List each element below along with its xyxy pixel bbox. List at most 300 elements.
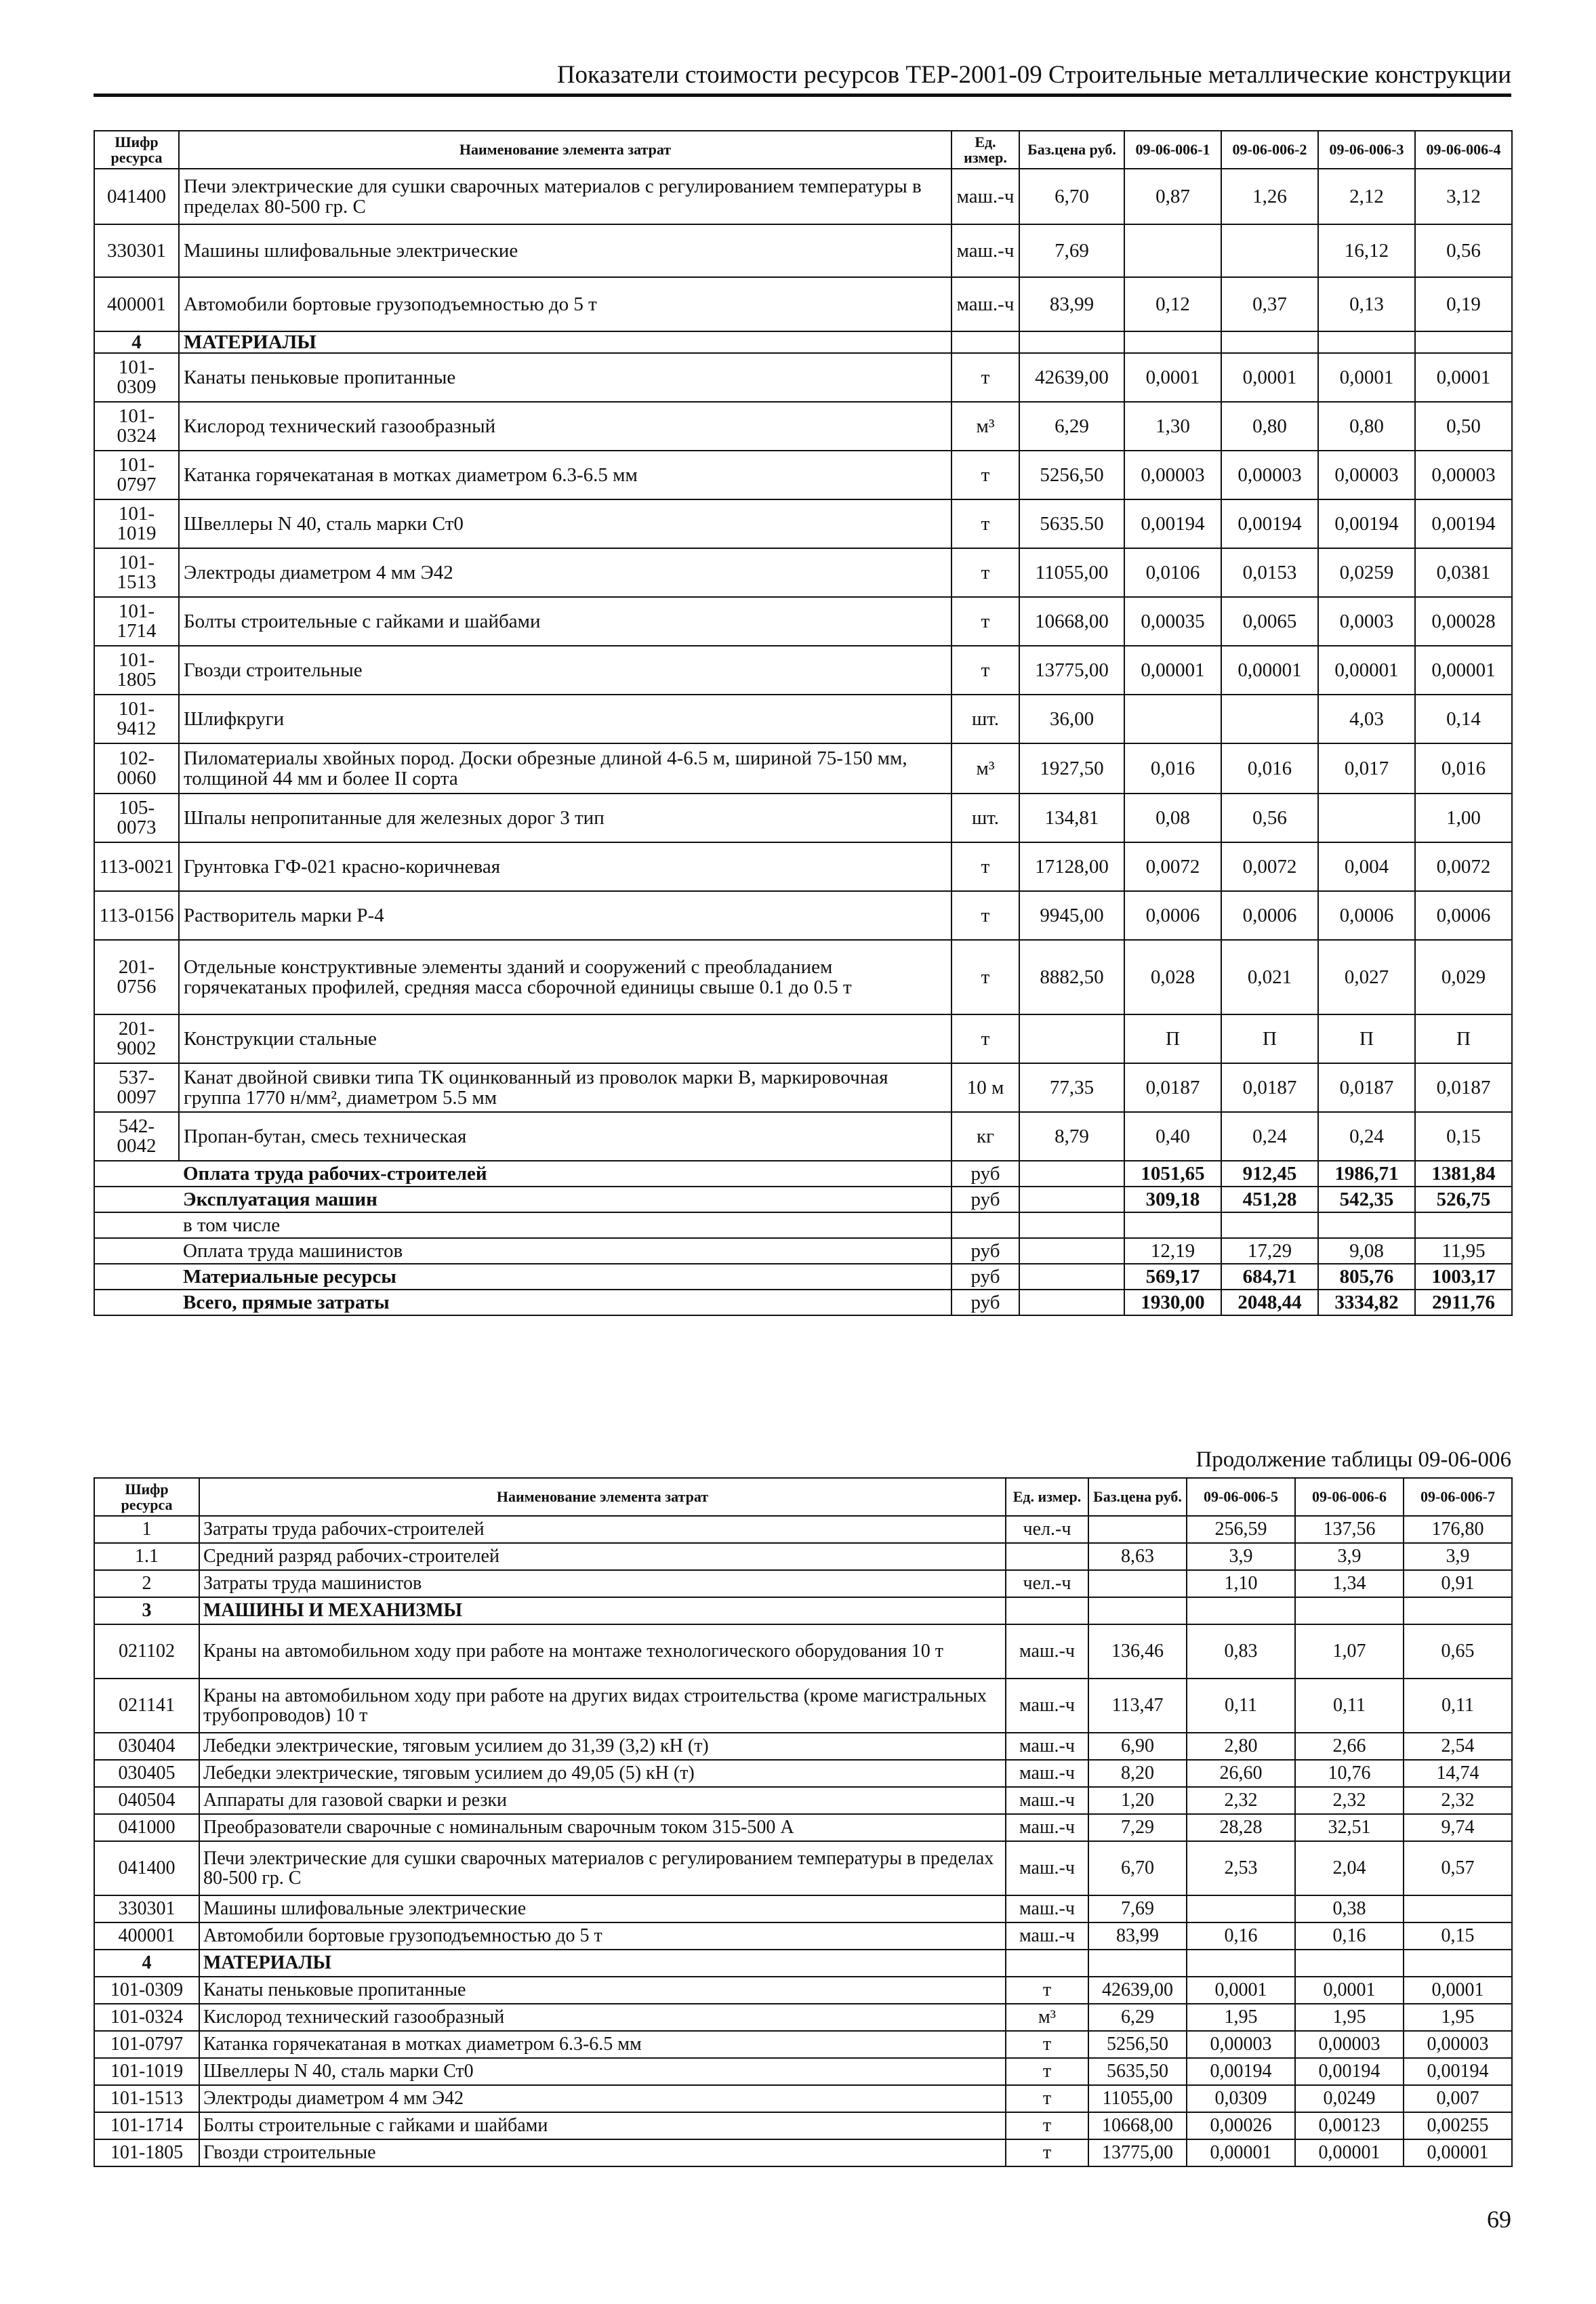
total-value: 12,19 — [1124, 1238, 1221, 1264]
resource-code: 4 — [94, 331, 179, 353]
resource-code: 101-0797 — [94, 451, 179, 499]
norm-value: 14,74 — [1404, 1760, 1512, 1787]
table2-section-row — [94, 1950, 1512, 1977]
table2-row — [94, 2004, 1512, 2031]
table2-row — [94, 2085, 1512, 2112]
base-price: 7,29 — [1088, 1814, 1187, 1841]
table2-header-col6: 09-06-006-6 — [1295, 1478, 1404, 1516]
unit: кг — [952, 1112, 1019, 1161]
resource-name: Грунтовка ГФ-021 красно-коричневая — [179, 842, 952, 891]
table-continuation-label: Продолжение таблицы 09-06-006 — [1195, 1447, 1511, 1472]
resource-code: 113-0021 — [94, 842, 179, 891]
norm-value: 0,00194 — [1187, 2058, 1295, 2085]
norm-value: 0,0249 — [1295, 2085, 1404, 2112]
norm-value: 0,0001 — [1404, 1977, 1512, 2004]
resource-code: 101-1019 — [94, 2058, 199, 2085]
unit: 10 м — [952, 1063, 1019, 1112]
total-label: Материальные ресурсы — [179, 1264, 952, 1290]
table1-row — [94, 224, 1512, 277]
resource-name: Затраты труда рабочих-строителей — [199, 1516, 1006, 1543]
table2-header-unit: Ед. измер. — [1006, 1478, 1088, 1516]
norm-value: 0,016 — [1124, 743, 1221, 794]
base-price: 11055,00 — [1019, 548, 1124, 597]
total-value: 542,35 — [1318, 1187, 1415, 1212]
total-unit: руб — [952, 1264, 1019, 1290]
resource-name: Канат двойной свивки типа ТК оцинкованный из проволок марки В, маркировочная группа 1770 н/мм², диаметром 5.5 мм — [179, 1063, 952, 1112]
norm-value: 0,007 — [1404, 2085, 1512, 2112]
norm-value — [1124, 331, 1221, 353]
norm-value: 0,50 — [1415, 402, 1512, 451]
resource-name: Катанка горячекатаная в мотках диаметром 6.3-6.5 мм — [199, 2031, 1006, 2058]
unit: т — [1006, 2031, 1088, 2058]
unit: м³ — [1006, 2004, 1088, 2031]
table1-row — [94, 794, 1512, 842]
norm-value: 137,56 — [1295, 1516, 1404, 1543]
total-value: 9,08 — [1318, 1238, 1415, 1264]
norm-value — [1404, 1895, 1512, 1922]
unit: т — [1006, 2139, 1088, 2166]
resource-code: 101-0324 — [94, 402, 179, 451]
resource-name: Краны на автомобильном ходу при работе на других видах строительства (кроме магистральных трубопроводов) 10 т — [199, 1679, 1006, 1733]
base-price: 10668,00 — [1019, 597, 1124, 646]
resource-code: 201-9002 — [94, 1014, 179, 1063]
norm-value: 1,95 — [1187, 2004, 1295, 2031]
norm-value: 0,16 — [1187, 1922, 1295, 1950]
table2-row — [94, 1922, 1512, 1950]
norm-value: 0,017 — [1318, 743, 1415, 794]
norm-value: 0,0106 — [1124, 548, 1221, 597]
norm-value: 0,65 — [1404, 1624, 1512, 1679]
total-value — [1318, 1212, 1415, 1238]
resource-name: Лебедки электрические, тяговым усилием до 49,05 (5) кН (т) — [199, 1760, 1006, 1787]
norm-value: 0,0006 — [1415, 891, 1512, 940]
table1-total-row — [94, 1212, 1512, 1238]
norm-value: 0,0072 — [1221, 842, 1318, 891]
total-label: Оплата труда рабочих-строителей — [179, 1161, 952, 1187]
total-unit: руб — [952, 1161, 1019, 1187]
table1-header-col1: 09-06-006-1 — [1124, 131, 1221, 169]
resource-code: 400001 — [94, 277, 179, 331]
norm-value: 0,00003 — [1295, 2031, 1404, 2058]
table1-header-col3: 09-06-006-3 — [1318, 131, 1415, 169]
resource-code: 030404 — [94, 1733, 199, 1760]
norm-value: 0,24 — [1221, 1112, 1318, 1161]
total-spacer — [94, 1161, 179, 1187]
norm-value: 0,0006 — [1318, 891, 1415, 940]
unit: маш.-ч — [952, 169, 1019, 224]
base-price: 6,29 — [1088, 2004, 1187, 2031]
resource-name: Лебедки электрические, тяговым усилием до 31,39 (3,2) кН (т) — [199, 1733, 1006, 1760]
table2-row — [94, 1733, 1512, 1760]
table2-row — [94, 1760, 1512, 1787]
table1-row — [94, 402, 1512, 451]
resource-name: Болты строительные с гайками и шайбами — [199, 2112, 1006, 2139]
total-value: 1003,17 — [1415, 1264, 1512, 1290]
norm-value: 0,00001 — [1404, 2139, 1512, 2166]
unit: т — [952, 940, 1019, 1014]
resource-code: 101-1019 — [94, 499, 179, 548]
norm-value: 256,59 — [1187, 1516, 1295, 1543]
base-price: 5635,50 — [1088, 2058, 1187, 2085]
resource-code: 102-0060 — [94, 743, 179, 794]
norm-value: 0,00194 — [1221, 499, 1318, 548]
table1-header-code: Шифр ресурса — [94, 131, 179, 169]
unit: т — [1006, 2085, 1088, 2112]
resource-code: 101-1714 — [94, 597, 179, 646]
table1-row — [94, 169, 1512, 224]
total-spacer — [94, 1290, 179, 1315]
table1-header-row — [94, 131, 1512, 169]
resource-code: 101-0309 — [94, 1977, 199, 2004]
norm-value: 0,0259 — [1318, 548, 1415, 597]
total-value — [1415, 1212, 1512, 1238]
unit: маш.-ч — [952, 224, 1019, 277]
norm-value: 1,30 — [1124, 402, 1221, 451]
norm-value: 2,04 — [1295, 1841, 1404, 1895]
norm-value: 0,0006 — [1124, 891, 1221, 940]
unit: т — [952, 842, 1019, 891]
unit: т — [952, 548, 1019, 597]
base-price: 5256,50 — [1019, 451, 1124, 499]
unit: м³ — [952, 743, 1019, 794]
norm-value: 0,0381 — [1415, 548, 1512, 597]
table2-row — [94, 2112, 1512, 2139]
resource-code: 542-0042 — [94, 1112, 179, 1161]
norm-value: 0,00001 — [1124, 646, 1221, 695]
total-value: 1986,71 — [1318, 1161, 1415, 1187]
norm-value — [1221, 331, 1318, 353]
norm-value: 0,00001 — [1318, 646, 1415, 695]
norm-value: 1,00 — [1415, 794, 1512, 842]
unit: т — [1006, 2058, 1088, 2085]
unit: т — [952, 597, 1019, 646]
norm-value: 2,54 — [1404, 1733, 1512, 1760]
base-price: 136,46 — [1088, 1624, 1187, 1679]
norm-value: 0,00003 — [1187, 2031, 1295, 2058]
resource-name: Отдельные конструктивные элементы зданий и сооружений с преобладанием горячекатаных профилей, средняя масса сборочной единицы свыше 0.1 до 0.5 т — [179, 940, 952, 1014]
norm-value: 0,91 — [1404, 1570, 1512, 1597]
norm-value: 0,0003 — [1318, 597, 1415, 646]
table1-row — [94, 1014, 1512, 1063]
norm-value: 2,66 — [1295, 1733, 1404, 1760]
table2-row — [94, 1977, 1512, 2004]
resource-name: Пиломатериалы хвойных пород. Доски обрезные длиной 4-6.5 м, шириной 75-150 мм, толщиной 44 мм и более II сорта — [179, 743, 952, 794]
norm-value: 0,15 — [1404, 1922, 1512, 1950]
norm-value: 0,016 — [1221, 743, 1318, 794]
resource-name: Пропан-бутан, смесь техническая — [179, 1112, 952, 1161]
base-price: 8,79 — [1019, 1112, 1124, 1161]
table1-total-row — [94, 1238, 1512, 1264]
base-price: 11055,00 — [1088, 2085, 1187, 2112]
resource-name: Кислород технический газообразный — [199, 2004, 1006, 2031]
norm-value: 0,38 — [1295, 1895, 1404, 1922]
table1-row — [94, 1112, 1512, 1161]
norm-value: 0,00001 — [1221, 646, 1318, 695]
total-price-blank — [1019, 1290, 1124, 1315]
norm-value: 0,12 — [1124, 277, 1221, 331]
total-value: 569,17 — [1124, 1264, 1221, 1290]
base-price: 7,69 — [1088, 1895, 1187, 1922]
total-value: 684,71 — [1221, 1264, 1318, 1290]
table1-row — [94, 353, 1512, 402]
resource-name: Катанка горячекатаная в мотках диаметром 6.3-6.5 мм — [179, 451, 952, 499]
norm-value: 0,87 — [1124, 169, 1221, 224]
resource-name: Кислород технический газообразный — [179, 402, 952, 451]
resource-code: 400001 — [94, 1922, 199, 1950]
norm-value: 0,00003 — [1221, 451, 1318, 499]
norm-value: 3,9 — [1187, 1543, 1295, 1570]
base-price — [1088, 1950, 1187, 1977]
resource-code: 021102 — [94, 1624, 199, 1679]
base-price: 10668,00 — [1088, 2112, 1187, 2139]
norm-value: 0,80 — [1221, 402, 1318, 451]
norm-value: 0,80 — [1318, 402, 1415, 451]
total-label: Всего, прямые затраты — [179, 1290, 952, 1315]
total-value: 1381,84 — [1415, 1161, 1512, 1187]
total-value: 451,28 — [1221, 1187, 1318, 1212]
base-price: 134,81 — [1019, 794, 1124, 842]
resource-code: 3 — [94, 1597, 199, 1624]
table1-header-price: Баз.цена руб. — [1019, 131, 1124, 169]
norm-value: 32,51 — [1295, 1814, 1404, 1841]
resource-cost-table-2 — [94, 1477, 1513, 2167]
norm-value: 1,10 — [1187, 1570, 1295, 1597]
total-unit: руб — [952, 1238, 1019, 1264]
resource-name: Краны на автомобильном ходу при работе на монтаже технологического оборудования 10 т — [199, 1624, 1006, 1679]
table2-header-code: Шифр ресурса — [94, 1478, 199, 1516]
norm-value — [1187, 1597, 1295, 1624]
base-price: 6,70 — [1019, 169, 1124, 224]
header-rule — [94, 94, 1511, 97]
norm-value: 0,57 — [1404, 1841, 1512, 1895]
norm-value: 0,00028 — [1415, 597, 1512, 646]
norm-value — [1187, 1895, 1295, 1922]
norm-value: 0,00194 — [1404, 2058, 1512, 2085]
unit: т — [952, 646, 1019, 695]
table1-row — [94, 646, 1512, 695]
table2-row — [94, 1814, 1512, 1841]
base-price — [1088, 1516, 1187, 1543]
norm-value: 3,9 — [1404, 1543, 1512, 1570]
table1-total-row — [94, 1187, 1512, 1212]
unit — [1006, 1597, 1088, 1624]
norm-value: 9,74 — [1404, 1814, 1512, 1841]
table1-total-row — [94, 1290, 1512, 1315]
resource-name: Шлифкруги — [179, 695, 952, 743]
norm-value — [1124, 224, 1221, 277]
resource-name: Средний разряд рабочих-строителей — [199, 1543, 1006, 1570]
table2-header-col7: 09-06-006-7 — [1404, 1478, 1512, 1516]
norm-value — [1404, 1950, 1512, 1977]
norm-value: 1,95 — [1404, 2004, 1512, 2031]
base-price — [1019, 331, 1124, 353]
resource-code: 101-0324 — [94, 2004, 199, 2031]
norm-value: 2,32 — [1295, 1787, 1404, 1814]
resource-code: 101-1805 — [94, 2139, 199, 2166]
norm-value: 10,76 — [1295, 1760, 1404, 1787]
table2-row — [94, 1841, 1512, 1895]
norm-value — [1415, 331, 1512, 353]
norm-value: 0,00003 — [1124, 451, 1221, 499]
base-price: 7,69 — [1019, 224, 1124, 277]
section-title: МАШИНЫ И МЕХАНИЗМЫ — [199, 1597, 1006, 1624]
resource-code: 021141 — [94, 1679, 199, 1733]
resource-code: 1.1 — [94, 1543, 199, 1570]
norm-value: 0,83 — [1187, 1624, 1295, 1679]
norm-value: 0,37 — [1221, 277, 1318, 331]
table2-row — [94, 2058, 1512, 2085]
total-value — [1124, 1212, 1221, 1238]
page-header-title: Показатели стоимости ресурсов ТЕР-2001-09 Строительные металлические конструкции — [556, 61, 1511, 89]
norm-value: 1,95 — [1295, 2004, 1404, 2031]
base-price: 6,70 — [1088, 1841, 1187, 1895]
base-price: 8,20 — [1088, 1760, 1187, 1787]
resource-name: Машины шлифовальные электрические — [179, 224, 952, 277]
norm-value: 0,56 — [1415, 224, 1512, 277]
base-price — [1088, 1597, 1187, 1624]
norm-value: 0,19 — [1415, 277, 1512, 331]
resource-name: Печи электрические для сушки сварочных материалов с регулированием температуры в пределах 80-500 гр. С — [199, 1841, 1006, 1895]
total-label: в том числе — [179, 1212, 952, 1238]
resource-name: Электроды диаметром 4 мм Э42 — [179, 548, 952, 597]
table1-row — [94, 940, 1512, 1014]
norm-value: 0,56 — [1221, 794, 1318, 842]
resource-code: 041000 — [94, 1814, 199, 1841]
norm-value: 0,16 — [1295, 1922, 1404, 1950]
table2-header-price: Баз.цена руб. — [1088, 1478, 1187, 1516]
resource-name: Болты строительные с гайками и шайбами — [179, 597, 952, 646]
unit: маш.-ч — [1006, 1895, 1088, 1922]
norm-value: П — [1124, 1014, 1221, 1063]
norm-value: 0,0065 — [1221, 597, 1318, 646]
resource-name: Автомобили бортовые грузоподъемностью до 5 т — [179, 277, 952, 331]
unit: чел.-ч — [1006, 1516, 1088, 1543]
resource-name: Шпалы непропитанные для железных дорог 3 тип — [179, 794, 952, 842]
total-price-blank — [1019, 1187, 1124, 1212]
base-price: 83,99 — [1088, 1922, 1187, 1950]
unit: маш.-ч — [1006, 1733, 1088, 1760]
table2-row — [94, 1895, 1512, 1922]
unit — [952, 331, 1019, 353]
norm-value: 0,00194 — [1318, 499, 1415, 548]
total-spacer — [94, 1187, 179, 1212]
table2-header-name: Наименование элемента затрат — [199, 1478, 1006, 1516]
norm-value: 2,32 — [1404, 1787, 1512, 1814]
resource-name: Затраты труда машинистов — [199, 1570, 1006, 1597]
resource-code: 101-1714 — [94, 2112, 199, 2139]
total-unit: руб — [952, 1187, 1019, 1212]
norm-value: 0,00001 — [1187, 2139, 1295, 2166]
total-price-blank — [1019, 1212, 1124, 1238]
unit: шт. — [952, 794, 1019, 842]
norm-value: 0,0001 — [1318, 353, 1415, 402]
total-value: 805,76 — [1318, 1264, 1415, 1290]
norm-value: 0,0072 — [1415, 842, 1512, 891]
norm-value: 0,016 — [1415, 743, 1512, 794]
unit: т — [1006, 1977, 1088, 2004]
resource-name: Швеллеры N 40, сталь марки Ст0 — [179, 499, 952, 548]
table2-row — [94, 1543, 1512, 1570]
table1-row — [94, 891, 1512, 940]
total-value: 17,29 — [1221, 1238, 1318, 1264]
resource-code: 101-0309 — [94, 353, 179, 402]
norm-value: П — [1318, 1014, 1415, 1063]
norm-value: П — [1221, 1014, 1318, 1063]
total-value: 912,45 — [1221, 1161, 1318, 1187]
resource-code: 201-0756 — [94, 940, 179, 1014]
base-price: 5256,50 — [1088, 2031, 1187, 2058]
table2-header-col5: 09-06-006-5 — [1187, 1478, 1295, 1516]
norm-value: 0,029 — [1415, 940, 1512, 1014]
total-value — [1221, 1212, 1318, 1238]
table1-row — [94, 1063, 1512, 1112]
resource-code: 040504 — [94, 1787, 199, 1814]
table1-total-row — [94, 1161, 1512, 1187]
total-value: 1930,00 — [1124, 1290, 1221, 1315]
norm-value: 0,14 — [1415, 695, 1512, 743]
table1-total-row — [94, 1264, 1512, 1290]
norm-value: П — [1415, 1014, 1512, 1063]
base-price: 13775,00 — [1088, 2139, 1187, 2166]
resource-code: 101-9412 — [94, 695, 179, 743]
resource-code: 101-0797 — [94, 2031, 199, 2058]
norm-value: 1,34 — [1295, 1570, 1404, 1597]
total-value: 1051,65 — [1124, 1161, 1221, 1187]
table1-row — [94, 499, 1512, 548]
total-value: 2048,44 — [1221, 1290, 1318, 1315]
table1-row — [94, 451, 1512, 499]
norm-value: 0,15 — [1415, 1112, 1512, 1161]
resource-name: Канаты пеньковые пропитанные — [179, 353, 952, 402]
unit: маш.-ч — [1006, 1679, 1088, 1733]
total-price-blank — [1019, 1161, 1124, 1187]
norm-value: 0,027 — [1318, 940, 1415, 1014]
norm-value: 0,0187 — [1221, 1063, 1318, 1112]
table1-row — [94, 743, 1512, 794]
total-value: 11,95 — [1415, 1238, 1512, 1264]
table1-row — [94, 695, 1512, 743]
resource-code: 101-1513 — [94, 2085, 199, 2112]
table1-header-name: Наименование элемента затрат — [179, 131, 952, 169]
unit: маш.-ч — [1006, 1787, 1088, 1814]
resource-code: 2 — [94, 1570, 199, 1597]
norm-value: 4,03 — [1318, 695, 1415, 743]
table1-row — [94, 277, 1512, 331]
table2-header-row — [94, 1478, 1512, 1516]
norm-value: 0,00003 — [1404, 2031, 1512, 2058]
table1-header-col4: 09-06-006-4 — [1415, 131, 1512, 169]
resource-name: Канаты пеньковые пропитанные — [199, 1977, 1006, 2004]
resource-code: 101-1805 — [94, 646, 179, 695]
unit: т — [952, 451, 1019, 499]
norm-value: 2,32 — [1187, 1787, 1295, 1814]
norm-value: 3,12 — [1415, 169, 1512, 224]
norm-value: 2,80 — [1187, 1733, 1295, 1760]
resource-code: 537-0097 — [94, 1063, 179, 1112]
total-value: 526,75 — [1415, 1187, 1512, 1212]
base-price: 42639,00 — [1019, 353, 1124, 402]
unit — [1006, 1543, 1088, 1570]
total-spacer — [94, 1212, 179, 1238]
resource-code: 041400 — [94, 1841, 199, 1895]
norm-value: 1,26 — [1221, 169, 1318, 224]
total-spacer — [94, 1238, 179, 1264]
norm-value — [1221, 224, 1318, 277]
norm-value: 1,07 — [1295, 1624, 1404, 1679]
norm-value: 2,12 — [1318, 169, 1415, 224]
base-price: 9945,00 — [1019, 891, 1124, 940]
total-price-blank — [1019, 1264, 1124, 1290]
